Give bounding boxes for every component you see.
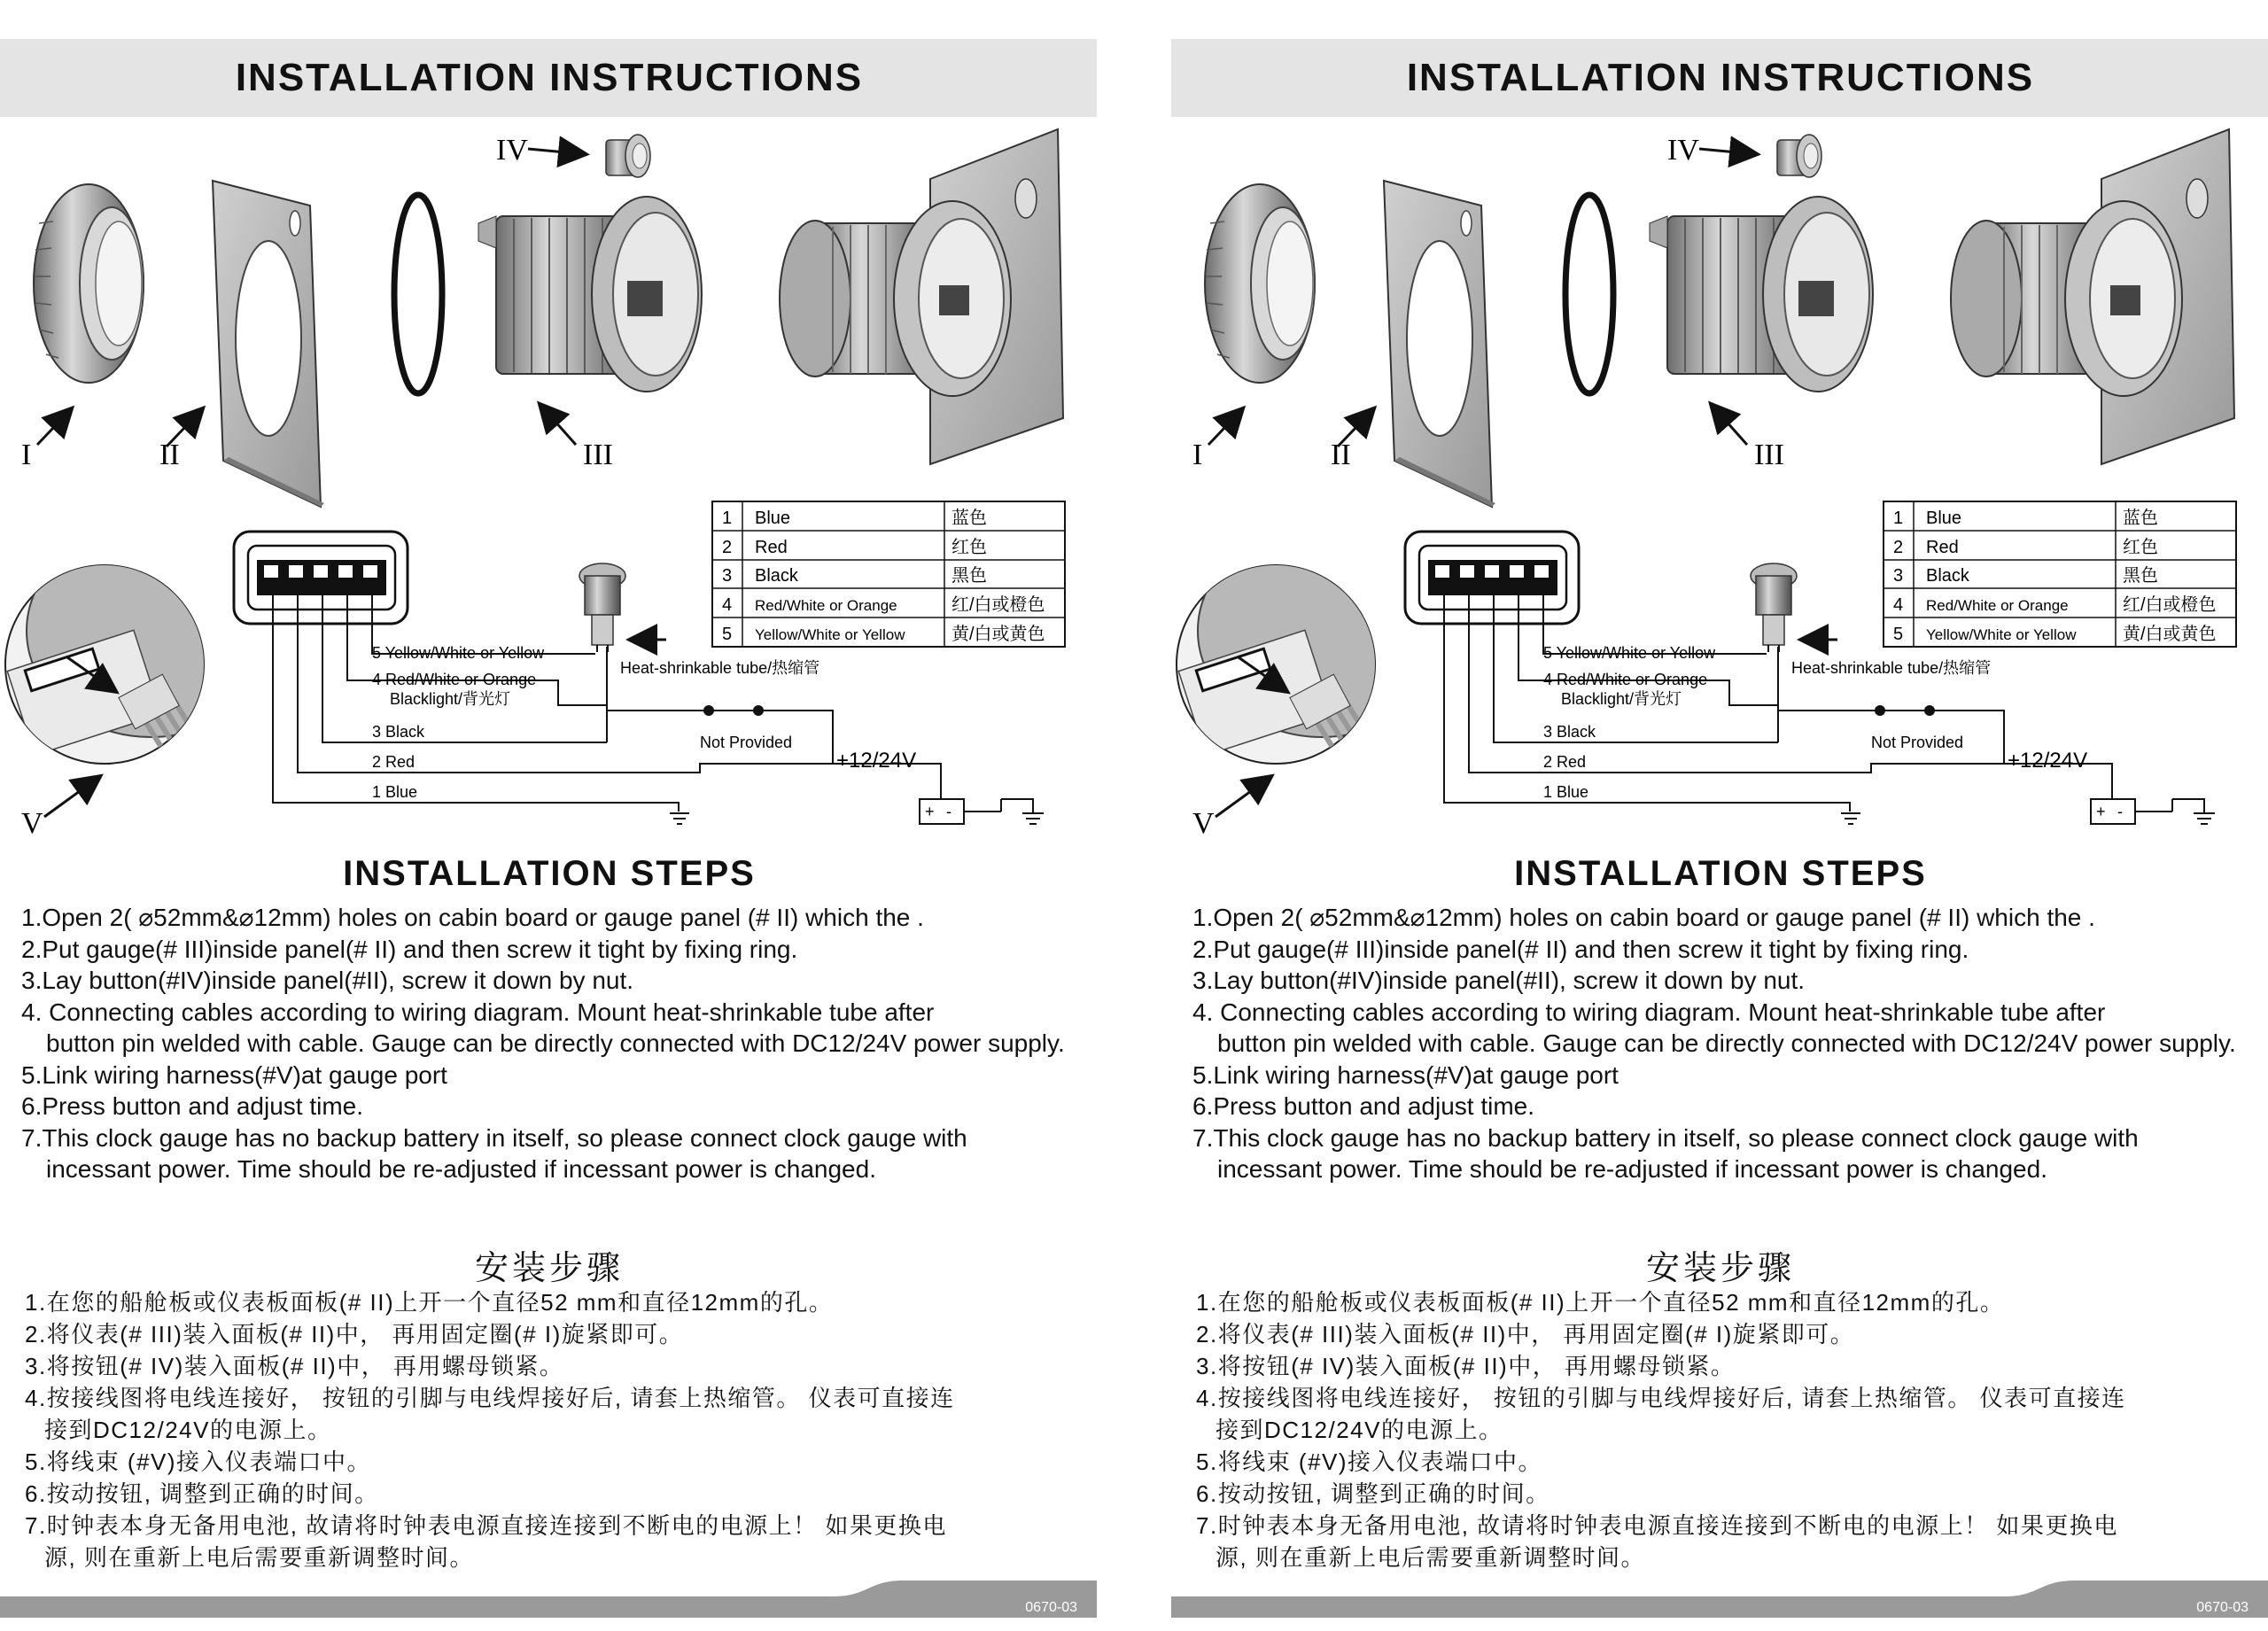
arrow-to-part-v: [1216, 777, 1270, 817]
battery-symbol: [2091, 799, 2172, 824]
ground-symbol-b: [2194, 813, 2215, 824]
step-item: 3.Lay button(#IV)inside panel(#II), screw it down by nut.: [1192, 967, 1806, 994]
cn-step-item: 6.按动按钮, 调整到正确的时间。: [1196, 1480, 1550, 1507]
supply-voltage-label: +12/24V: [2008, 749, 2088, 773]
cn-step-item: 3.将按钮(# IV)装入面板(# II)中， 再用螺母锁紧。: [1196, 1353, 1736, 1379]
installation-steps-list: [1192, 902, 2243, 1185]
cn-step-item: 7.时钟表本身无备用电池, 故请将时钟表电源直接连接到不断电的电源上！ 如果更换电 源, 则在重新上电后需要重新调整时间。: [25, 1512, 947, 1571]
cn-step-item: 6.按动按钮, 调整到正确的时间。: [25, 1480, 379, 1507]
svg-text:1: 1: [722, 509, 733, 528]
page-title: INSTALLATION INSTRUCTIONS: [235, 56, 864, 99]
wiring-push-button: [579, 563, 625, 652]
wire-table-color-en: Red/White or Orange: [1926, 597, 2069, 614]
svg-text:-: -: [2117, 803, 2123, 820]
cn-step-item: 4.按接线图将电线连接好， 按钮的引脚与电线焊接好后, 请套上热缩管。 仪表可直接连 接到DC12/24V的电源上。: [1196, 1385, 2126, 1443]
wire-table-color-en: Yellow/White or Yellow: [755, 626, 905, 643]
wire-label-backlight: Blacklight/背光灯: [1561, 690, 1682, 708]
wire-table-color-en: Red/White or Orange: [755, 597, 897, 614]
document-code: 0670-03: [2196, 1600, 2249, 1615]
gauge-connector: [234, 532, 408, 624]
cn-step-item: 4.按接线图将电线连接好， 按钮的引脚与电线焊接好后, 请套上热缩管。 仪表可直接连 接到DC12/24V的电源上。: [25, 1385, 955, 1443]
gauge-body-part: [478, 197, 702, 392]
label-part-iii: III: [1754, 439, 1784, 471]
document-code: 0670-03: [1025, 1600, 1077, 1615]
step-item: 1.Open 2( ⌀52mm&⌀12mm) holes on cabin board or gauge panel (# II) which the .: [21, 904, 924, 931]
instruction-page-left: [0, 0, 1099, 1631]
exploded-and-wiring-diagram: [1171, 117, 2268, 852]
wire-table-color-en: Red: [755, 538, 788, 557]
assembled-gauge-view: [780, 129, 1063, 464]
label-part-iii: III: [583, 439, 613, 471]
arrow-to-part-iv: [528, 149, 585, 154]
chinese-steps-title: 安装步骤: [474, 1250, 624, 1287]
gauge-body-part: [1650, 197, 1873, 392]
step-item: 4. Connecting cables according to wiring diagram. Mount heat-shrinkable tube after button pin welded with cable. Gauge can be directly connected with DC12/24V power supply.: [21, 998, 1065, 1057]
illustration-area: [0, 117, 1099, 852]
assembled-gauge-view: [1951, 129, 2234, 464]
chinese-steps-list: [1196, 1286, 2243, 1573]
cn-step-item: 1.在您的船舱板或仪表板面板(# II)上开一个直径52 mm和直径12mm的孔。: [1196, 1289, 2005, 1316]
wire-table-color-cn: 蓝色: [2123, 509, 2158, 528]
wire-table-color-cn: 红/白或橙色: [2123, 595, 2217, 615]
wire-table-color-cn: 红色: [951, 538, 987, 557]
arrow-to-part-i: [1208, 409, 1242, 445]
svg-text:-: -: [946, 803, 951, 820]
page-footer-bar: [1171, 1581, 2268, 1618]
instruction-page-right: [1171, 0, 2268, 1631]
arrow-to-part-iii: [540, 405, 576, 445]
cn-step-item: 5.将线束 (#V)接入仪表端口中。: [1196, 1448, 1543, 1475]
wire-table-color-en: Blue: [1926, 509, 1962, 528]
page-title: INSTALLATION INSTRUCTIONS: [1406, 56, 2035, 99]
installation-steps-title: INSTALLATION STEPS: [1514, 854, 1927, 893]
wire-table-color-en: Yellow/White or Yellow: [1926, 626, 2077, 643]
label-part-i: I: [21, 439, 32, 471]
svg-text:+: +: [2096, 803, 2106, 820]
installation-steps-title: INSTALLATION STEPS: [343, 854, 756, 893]
label-part-ii: II: [159, 439, 180, 471]
svg-text:3: 3: [722, 566, 733, 586]
wire-label-2: 2 Red: [372, 753, 416, 771]
step-item: 5.Link wiring harness(#V)at gauge port: [1192, 1060, 1619, 1089]
svg-text:5: 5: [1893, 625, 1904, 644]
cn-step-item: 5.将线束 (#V)接入仪表端口中。: [25, 1448, 372, 1475]
ground-symbol-a: [670, 813, 689, 824]
supply-voltage-label: +12/24V: [836, 749, 917, 773]
step-item: 4. Connecting cables according to wiring diagram. Mount heat-shrinkable tube after button pin welded with cable. Gauge can be directly connected with DC12/24V power supply.: [1192, 998, 2236, 1057]
chinese-steps-title: 安装步骤: [1645, 1250, 1795, 1287]
wire-table-color-en: Black: [755, 566, 798, 586]
switch-contact-a: [703, 705, 714, 716]
wire-label-1: 1 Blue: [372, 783, 418, 801]
wire-label-1: 1 Blue: [1543, 783, 1589, 801]
label-part-iv: IV: [496, 134, 528, 167]
page-header: [0, 39, 1099, 117]
wire-label-5: 5 Yellow/White or Yellow: [372, 644, 545, 662]
wire-table-color-en: Black: [1926, 566, 1969, 586]
fixing-ring-part: [1205, 184, 1315, 383]
wire-table-color-cn: 黄/白或黄色: [951, 625, 1045, 644]
label-part-v: V: [1192, 807, 1215, 840]
wire-label-3: 3 Black: [1543, 723, 1596, 741]
gauge-connector: [1405, 532, 1579, 624]
cn-step-item: 3.将按钮(# IV)装入面板(# II)中， 再用螺母锁紧。: [25, 1353, 564, 1379]
svg-text:3: 3: [1893, 566, 1904, 586]
wire-table-color-cn: 黄/白或黄色: [2123, 625, 2217, 644]
wire-table-color-cn: 黑色: [2123, 566, 2158, 586]
cn-step-item: 7.时钟表本身无备用电池, 故请将时钟表电源直接连接到不断电的电源上！ 如果更换电 源, 则在重新上电后需要重新调整时间。: [1196, 1512, 2118, 1571]
wire-table-color-cn: 红/白或橙色: [951, 595, 1045, 615]
wire-label-4: 4 Red/White or Orange: [1543, 671, 1708, 688]
arrow-to-part-iii: [1712, 405, 1747, 445]
step-item: 6.Press button and adjust time.: [21, 1092, 364, 1120]
cn-step-item: 2.将仪表(# III)装入面板(# II)中， 再用固定圈(# I)旋紧即可。: [1196, 1321, 1855, 1348]
step-item: 2.Put gauge(# III)inside panel(# II) and then screw it tight by fixing ring.: [21, 935, 798, 963]
arrow-to-part-v: [44, 777, 99, 817]
page-gutter: [1097, 0, 1173, 1631]
svg-text:+: +: [925, 803, 935, 820]
arrow-to-part-iv: [1699, 149, 1756, 154]
wire-table-color-en: Red: [1926, 538, 1959, 557]
exploded-and-wiring-diagram: [0, 117, 1099, 852]
wiring-push-button: [1751, 563, 1797, 652]
battery-symbol: [920, 799, 1001, 824]
svg-text:5: 5: [722, 625, 733, 644]
illustration-area: [1171, 117, 2268, 852]
o-ring-part: [1565, 195, 1613, 393]
push-button-part: [606, 135, 650, 177]
o-ring-part: [394, 195, 442, 393]
switch-contact-b: [1924, 705, 1935, 716]
page-header: [1171, 39, 2268, 117]
heat-shrink-label: Heat-shrinkable tube/热缩管: [1791, 659, 1992, 677]
svg-text:4: 4: [1893, 595, 1904, 615]
wire-labels: [372, 644, 819, 801]
wire-table-color-en: Blue: [755, 509, 791, 528]
heat-shrink-label: Heat-shrinkable tube/热缩管: [620, 659, 820, 677]
step-item: 7.This clock gauge has no backup battery in itself, so please connect clock gauge with incessant power. Time should be re-adjusted if incessant power is changed.: [21, 1123, 967, 1183]
cn-step-item: 2.将仪表(# III)装入面板(# II)中， 再用固定圈(# I)旋紧即可。: [25, 1321, 684, 1348]
chinese-steps-list: [25, 1286, 1072, 1573]
svg-text:2: 2: [722, 538, 733, 557]
wire-table-color-cn: 黑色: [951, 566, 987, 586]
page-footer-bar: [0, 1581, 1099, 1618]
wire-table-color-cn: 蓝色: [951, 509, 987, 528]
switch-contact-a: [1875, 705, 1885, 716]
panel-part: [1384, 181, 1495, 507]
installation-steps-list: [21, 902, 1072, 1185]
step-item: 6.Press button and adjust time.: [1192, 1092, 1535, 1120]
ground-symbol-b: [1022, 813, 1044, 824]
label-part-iv: IV: [1667, 134, 1699, 167]
svg-text:4: 4: [722, 595, 733, 615]
wire-label-2: 2 Red: [1543, 753, 1587, 771]
step-item: 7.This clock gauge has no backup battery in itself, so please connect clock gauge with incessant power. Time should be re-adjusted if incessant power is changed.: [1192, 1123, 2139, 1183]
wire-label-4: 4 Red/White or Orange: [372, 671, 537, 688]
wire-color-table: [1884, 501, 2236, 647]
panel-part: [213, 181, 324, 507]
step-item: 1.Open 2( ⌀52mm&⌀12mm) holes on cabin board or gauge panel (# II) which the .: [1192, 904, 2095, 931]
step-item: 2.Put gauge(# III)inside panel(# II) and then screw it tight by fixing ring.: [1192, 935, 1969, 963]
wire-table-color-cn: 红色: [2123, 538, 2158, 557]
ground-symbol-a: [1841, 813, 1860, 824]
fixing-ring-part: [34, 184, 144, 383]
wire-label-backlight: Blacklight/背光灯: [390, 690, 511, 708]
wire-label-5: 5 Yellow/White or Yellow: [1543, 644, 1716, 662]
wire-labels: [1543, 644, 1991, 801]
label-part-ii: II: [1331, 439, 1351, 471]
svg-text:1: 1: [1893, 509, 1904, 528]
label-part-i: I: [1192, 439, 1203, 471]
cn-step-item: 1.在您的船舱板或仪表板面板(# II)上开一个直径52 mm和直径12mm的孔。: [25, 1289, 834, 1316]
step-item: 3.Lay button(#IV)inside panel(#II), screw it down by nut.: [21, 967, 634, 994]
not-provided-label: Not Provided: [1871, 734, 1964, 751]
switch-contact-b: [753, 705, 764, 716]
push-button-part: [1777, 135, 1821, 177]
svg-text:2: 2: [1893, 538, 1904, 557]
wire-color-table: [712, 501, 1065, 647]
wire-label-3: 3 Black: [372, 723, 425, 741]
not-provided-label: Not Provided: [700, 734, 793, 751]
label-part-v: V: [21, 807, 43, 840]
arrow-to-part-i: [37, 409, 71, 445]
step-item: 5.Link wiring harness(#V)at gauge port: [21, 1060, 447, 1089]
